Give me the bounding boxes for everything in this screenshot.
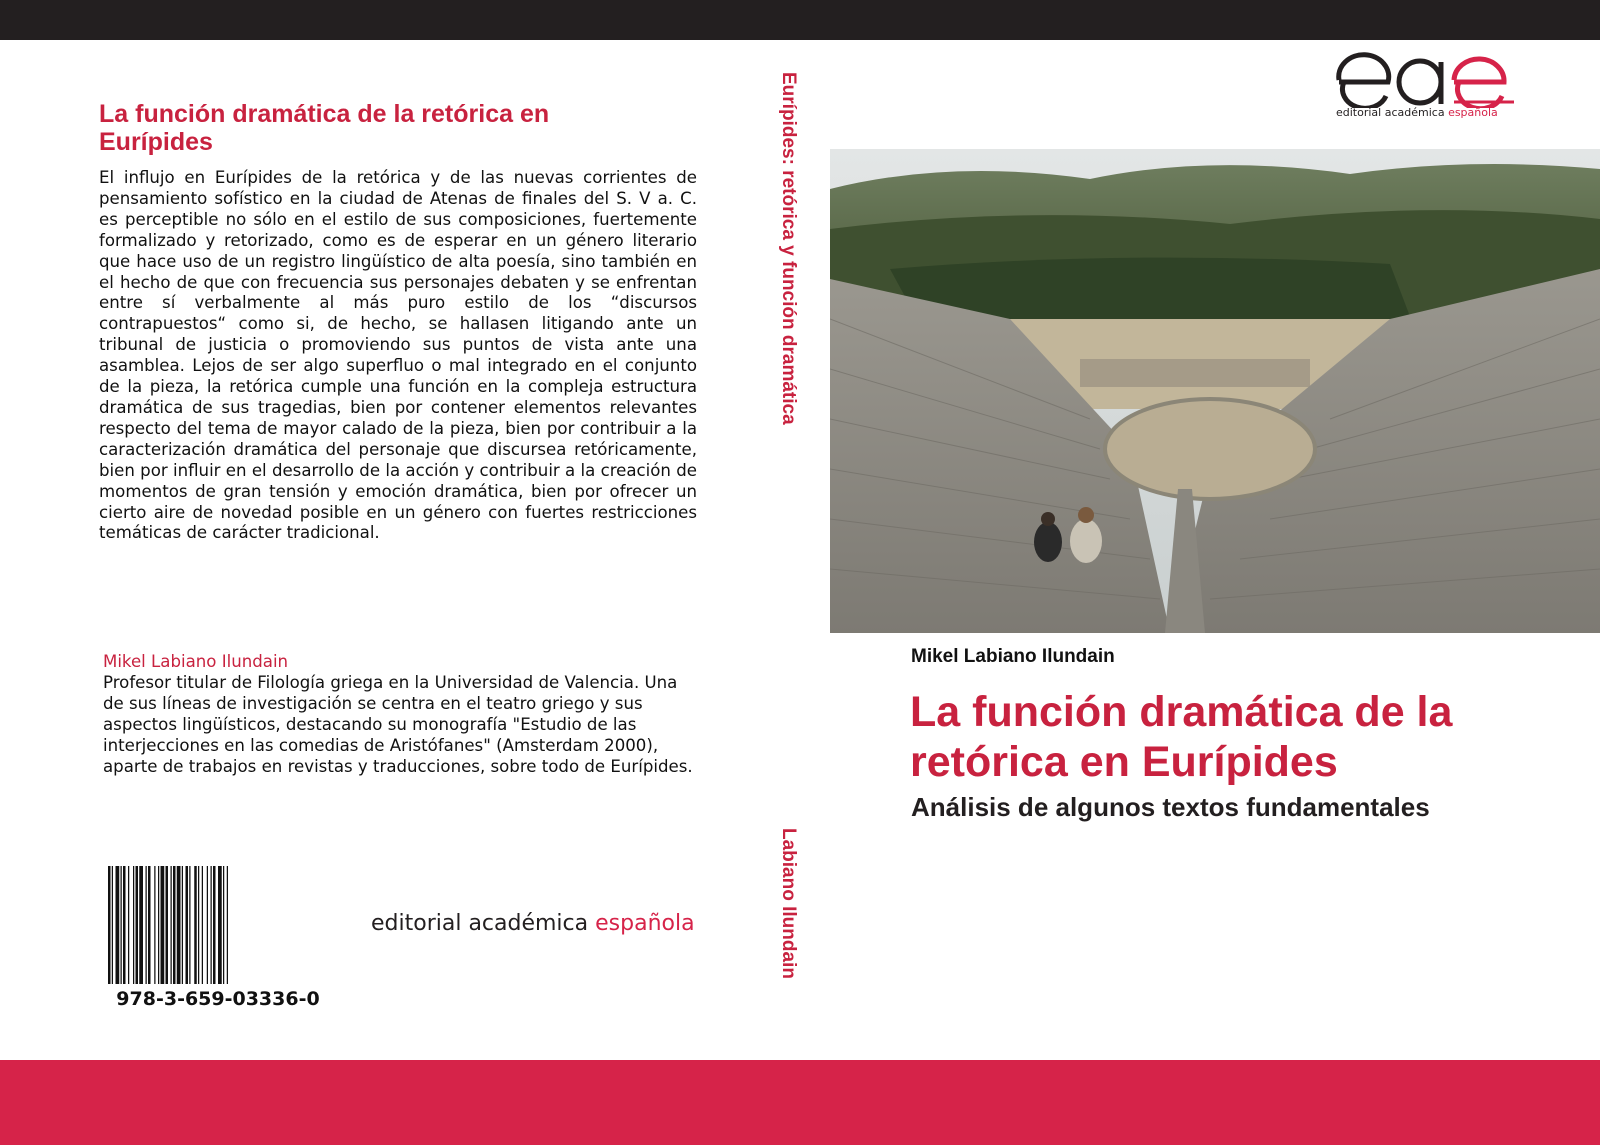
spine-author: Labiano Ilundain: [778, 828, 799, 979]
logo-caption-main: editorial académica: [1336, 106, 1445, 119]
back-cover-synopsis: El influjo en Eurípides de la retórica y de las nuevas corrientes de pensamiento sofístico en la ciudad de Atenas de finales del S. V a. C. es perceptible no sólo en el estilo de sus composiciones, fuertemente formalizado y retorizado, como es de esperar en un género literario que hace uso de un registro lingüístico de alta poesía, sino también en el hecho de que con frecuencia sus personajes debaten y se enfrentan entre sí verbalmente al más puro estilo de los “discursos contrapuestos“ como si, de hecho, se hallasen litigando ante un tribunal de justicia o promoviendo sus puntos de vista ante una asamblea. Lejos de ser algo superfluo o mal integrado en el conjunto de la pieza, la retórica cumple una función en la compleja estructura dramática de sus tragedias, bien por contener elementos relevantes respecto del tema de mayor calado de la pieza, bien por contribuir a la caracterización dramática del personaje que discursea retóricamente, bien por influir en el desarrollo de la acción y contribuir a la creación de momentos de gran tensión y emoción dramática, bien por ofrecer un cierto aire de novedad posible en un género con fuertes restricciones temáticas de carácter tradicional.: [99, 168, 697, 543]
logo-caption: [1336, 106, 1498, 119]
back-cover-title: La función dramática de la retórica en Eurípides: [99, 100, 550, 156]
bottom-red-band: [0, 1060, 1600, 1145]
front-title: La función dramática de la retórica en Eurípides: [910, 688, 1453, 786]
ancient-theatre-photo: [830, 149, 1600, 633]
publisher-main: editorial académica: [371, 911, 589, 936]
front-subtitle: Análisis de algunos textos fundamentales: [911, 792, 1430, 822]
barcode: [108, 866, 328, 1014]
top-dark-band: [0, 0, 1600, 40]
eae-logo-icon: [1336, 52, 1514, 108]
front-author: Mikel Labiano Ilundain: [911, 646, 1115, 667]
theatre-photo-icon: [830, 149, 1600, 633]
logo-caption-accent: española: [1448, 106, 1498, 119]
barcode-icon: [108, 866, 328, 984]
spine-title: Eurípides: retórica y función dramática: [778, 72, 799, 425]
back-publisher-name: [371, 911, 695, 936]
isbn-number: 978-3-659-03336-0: [116, 988, 320, 1010]
author-bio-name: Mikel Labiano Ilundain: [103, 652, 289, 671]
author-bio-text: Profesor titular de Filología griega en la Universidad de Valencia. Una de sus líneas de investigación se centra en el teatro griego y sus aspectos lingüísticos, destacando su monografía "Estudio de las interjecciones en las comedias de Aristófanes" (Amsterdam 2000), aparte de trabajos en revistas y traducciones, sobre todo de Eurípides.: [103, 673, 693, 776]
publisher-accent: española: [595, 911, 695, 936]
